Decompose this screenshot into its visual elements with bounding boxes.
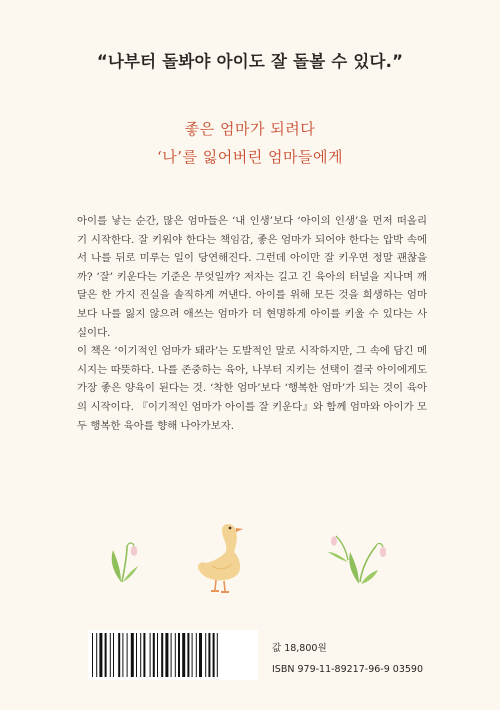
duck-illustration — [198, 524, 243, 592]
isbn-label: ISBN 979-11-89217-96-9 03590 — [272, 664, 424, 675]
decorative-illustration — [0, 500, 500, 610]
barcode — [88, 630, 258, 680]
description-paragraph-2: 이 책은 ‘이기적인 엄마가 돼라’는 도발적인 말로 시작하지만, 그 속에 담긴 메시지는 따뜻하다. 나를 존중하는 육아, 나부터 지키는 선택이 결국 아이에게도 가장 좋은 양육이 된다는 것. ‘착한 엄마’보다 ‘행복한 엄마’가 되는 것이 육아의 시작이다. 『이기적인 엄마가 아이를 잘 키운다』와 함께 엄마와 아이가 모두 행복한 육아를 향해 나아가보자. — [77, 345, 427, 432]
snowdrop-flower-icon — [328, 536, 348, 562]
snowdrop-flower-icon — [112, 543, 138, 582]
subtitle-line-1: 좋은 엄마가 되려다 — [184, 120, 316, 138]
headline-quote: “나부터 돌봐야 아이도 잘 돌볼 수 있다.” — [96, 52, 404, 71]
price-label: 값 18,800원 — [272, 643, 327, 654]
description-paragraph-1: 아이를 낳는 순간, 많은 엄마들은 ‘내 인생’보다 ‘아이의 인생’을 먼저 떠올리기 시작한다. 잘 키워야 한다는 책임감, 좋은 엄마가 되어야 한다는 압박 속에서 나를 뒤로 미루는 일이 당연해진다. 그런데 아이만 잘 키우면 정말 괜찮을까? ‘잘’ 키운다는 기준은 무엇일까? 저자는 길고 긴 육아의 터널을 지나며 깨달은 한 가지 진실을 솔직하게 꺼낸다. 아이를 위해 모든 것을 희생하는 엄마보다 나를 잃지 않으려 애쓰는 엄마가 더 현명하게 아이를 키울 수 있다는 사실이다. — [77, 215, 427, 339]
snowdrop-flower-icon — [349, 543, 386, 584]
subtitle-line-2: ‘나’를 잃어버린 엄마들에게 — [157, 148, 343, 166]
description-body — [77, 212, 427, 435]
